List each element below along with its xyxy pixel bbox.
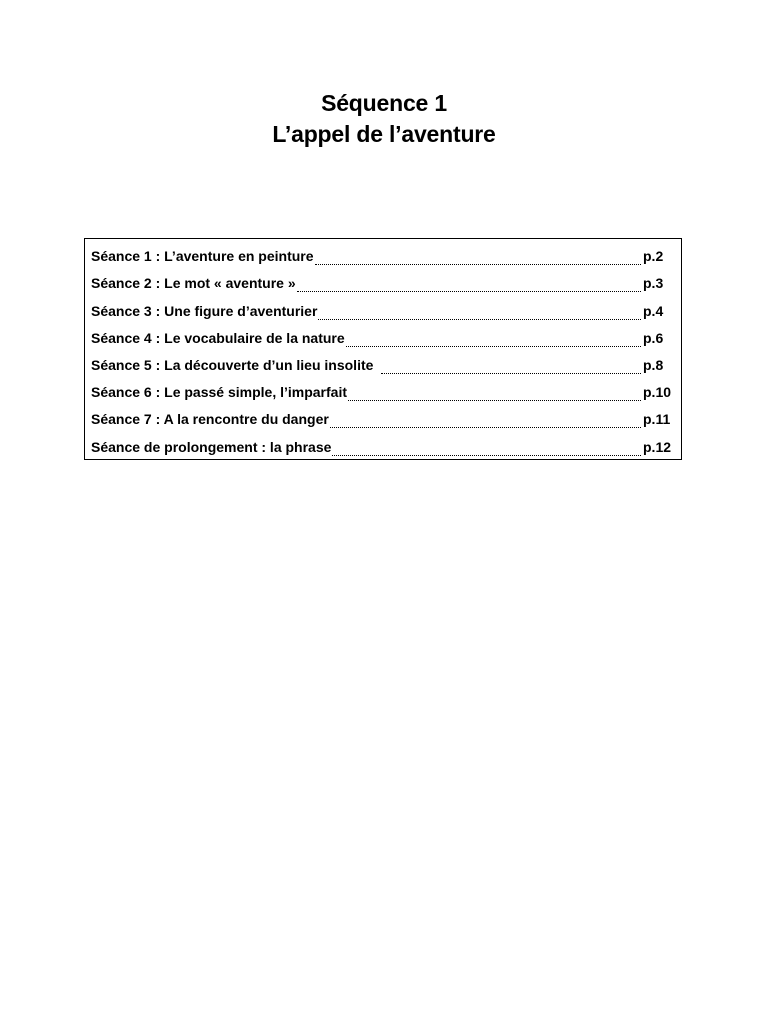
document-title: [0, 88, 768, 150]
toc-entry-page: p.12: [643, 438, 672, 455]
toc-entry-page: p.10: [643, 384, 672, 401]
table-of-contents: [84, 238, 682, 460]
toc-entry-label: Séance 6 : Le passé simple, l’imparfait: [91, 384, 347, 401]
toc-entry: [91, 242, 681, 269]
sequence-subtitle: L’appel de l’aventure: [272, 121, 496, 147]
toc-entry: [91, 405, 681, 432]
toc-entry: [91, 378, 681, 405]
toc-entry: [91, 269, 681, 296]
toc-entry-page: p.2: [643, 248, 664, 265]
toc-entry-page: p.6: [643, 329, 664, 346]
toc-entry-label: Séance 2 : Le mot « aventure »: [91, 275, 296, 292]
dot-leader: [297, 291, 641, 292]
toc-entry: [91, 432, 681, 459]
toc-entry: [91, 296, 681, 323]
toc-entry-label: Séance 1 : L’aventure en peinture: [91, 248, 314, 265]
toc-entry-label: Séance 3 : Une figure d’aventurier: [91, 302, 318, 319]
toc-entry: [91, 324, 681, 351]
sequence-title: Séquence 1: [321, 90, 447, 116]
toc-entry-label: Séance 7 : A la rencontre du danger: [91, 411, 329, 428]
toc-entry: [91, 351, 681, 378]
dot-leader: [348, 400, 641, 401]
toc-entry-page: p.4: [643, 302, 664, 319]
dot-leader: [332, 455, 641, 456]
toc-entry-label: Séance 5 : La découverte d’un lieu insolite: [91, 356, 374, 373]
toc-entry-page: p.11: [643, 411, 671, 428]
toc-entry-label: Séance de prolongement : la phrase: [91, 438, 332, 455]
dot-leader: [318, 319, 641, 320]
toc-entry-page: p.3: [643, 275, 664, 292]
toc-entry-label: Séance 4 : Le vocabulaire de la nature: [91, 329, 345, 346]
dot-leader: [381, 373, 641, 374]
dot-leader: [315, 264, 641, 265]
toc-entry-page: p.8: [643, 356, 664, 373]
dot-leader: [330, 427, 641, 428]
dot-leader: [346, 346, 641, 347]
